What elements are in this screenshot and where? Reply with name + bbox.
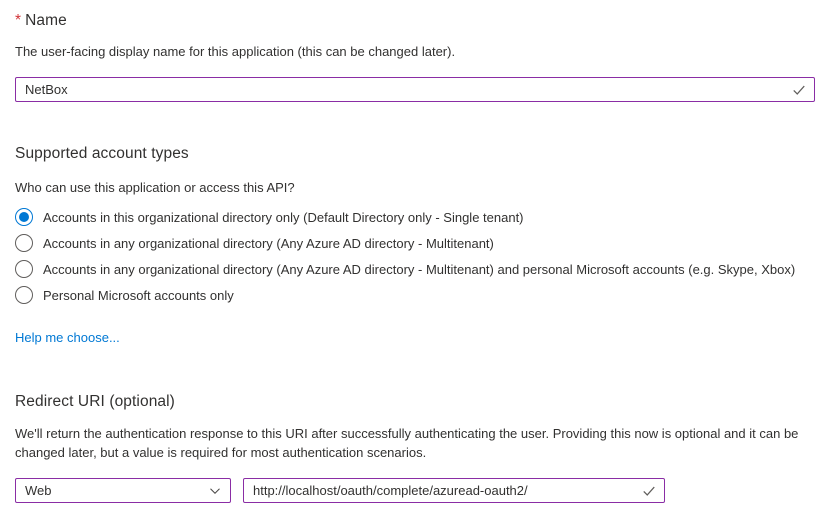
- account-types-radio-group: [15, 204, 815, 308]
- name-label: Name: [25, 12, 67, 29]
- radio-button-icon[interactable]: [15, 260, 33, 278]
- radio-option-multitenant[interactable]: [15, 230, 815, 256]
- radio-option-multitenant-personal[interactable]: [15, 256, 815, 282]
- redirect-uri-description: We'll return the authentication response to this URI after successfully authenticating the user. Providing this now is optional and it can be changed later, but a value is required for most authentication scenarios.: [15, 426, 799, 460]
- redirect-uri-controls: [15, 478, 815, 503]
- chevron-down-icon: [209, 485, 221, 497]
- account-types-question: Who can use this application or access this API?: [15, 180, 295, 195]
- radio-button-icon[interactable]: [15, 286, 33, 304]
- required-asterisk: *: [15, 12, 22, 29]
- platform-select-value: Web: [25, 483, 52, 498]
- account-types-heading: Supported account types: [15, 145, 189, 162]
- name-section-heading: [15, 12, 815, 30]
- radio-button-icon[interactable]: [15, 208, 33, 226]
- name-input-container: [15, 77, 815, 102]
- radio-option-single-tenant[interactable]: [15, 204, 815, 230]
- platform-select[interactable]: [15, 478, 231, 503]
- radio-option-label: Accounts in this organizational directory only (Default Directory only - Single tenant): [43, 209, 524, 225]
- radio-option-label: Personal Microsoft accounts only: [43, 287, 234, 303]
- name-input[interactable]: [15, 77, 815, 102]
- redirect-uri-input[interactable]: [243, 478, 665, 503]
- valid-check-icon: [792, 83, 806, 97]
- redirect-uri-heading: Redirect URI (optional): [15, 393, 175, 410]
- radio-option-personal-only[interactable]: [15, 282, 815, 308]
- radio-button-icon[interactable]: [15, 234, 33, 252]
- name-description: The user-facing display name for this application (this can be changed later).: [15, 44, 456, 59]
- radio-option-label: Accounts in any organizational directory (Any Azure AD directory - Multitenant) and personal Microsoft accounts (e.g. Skype, Xbox): [43, 261, 796, 277]
- help-me-choose-link[interactable]: Help me choose...: [15, 330, 120, 345]
- radio-option-label: Accounts in any organizational directory (Any Azure AD directory - Multitenant): [43, 235, 494, 251]
- redirect-uri-input-container: [243, 478, 665, 503]
- valid-check-icon: [642, 484, 656, 498]
